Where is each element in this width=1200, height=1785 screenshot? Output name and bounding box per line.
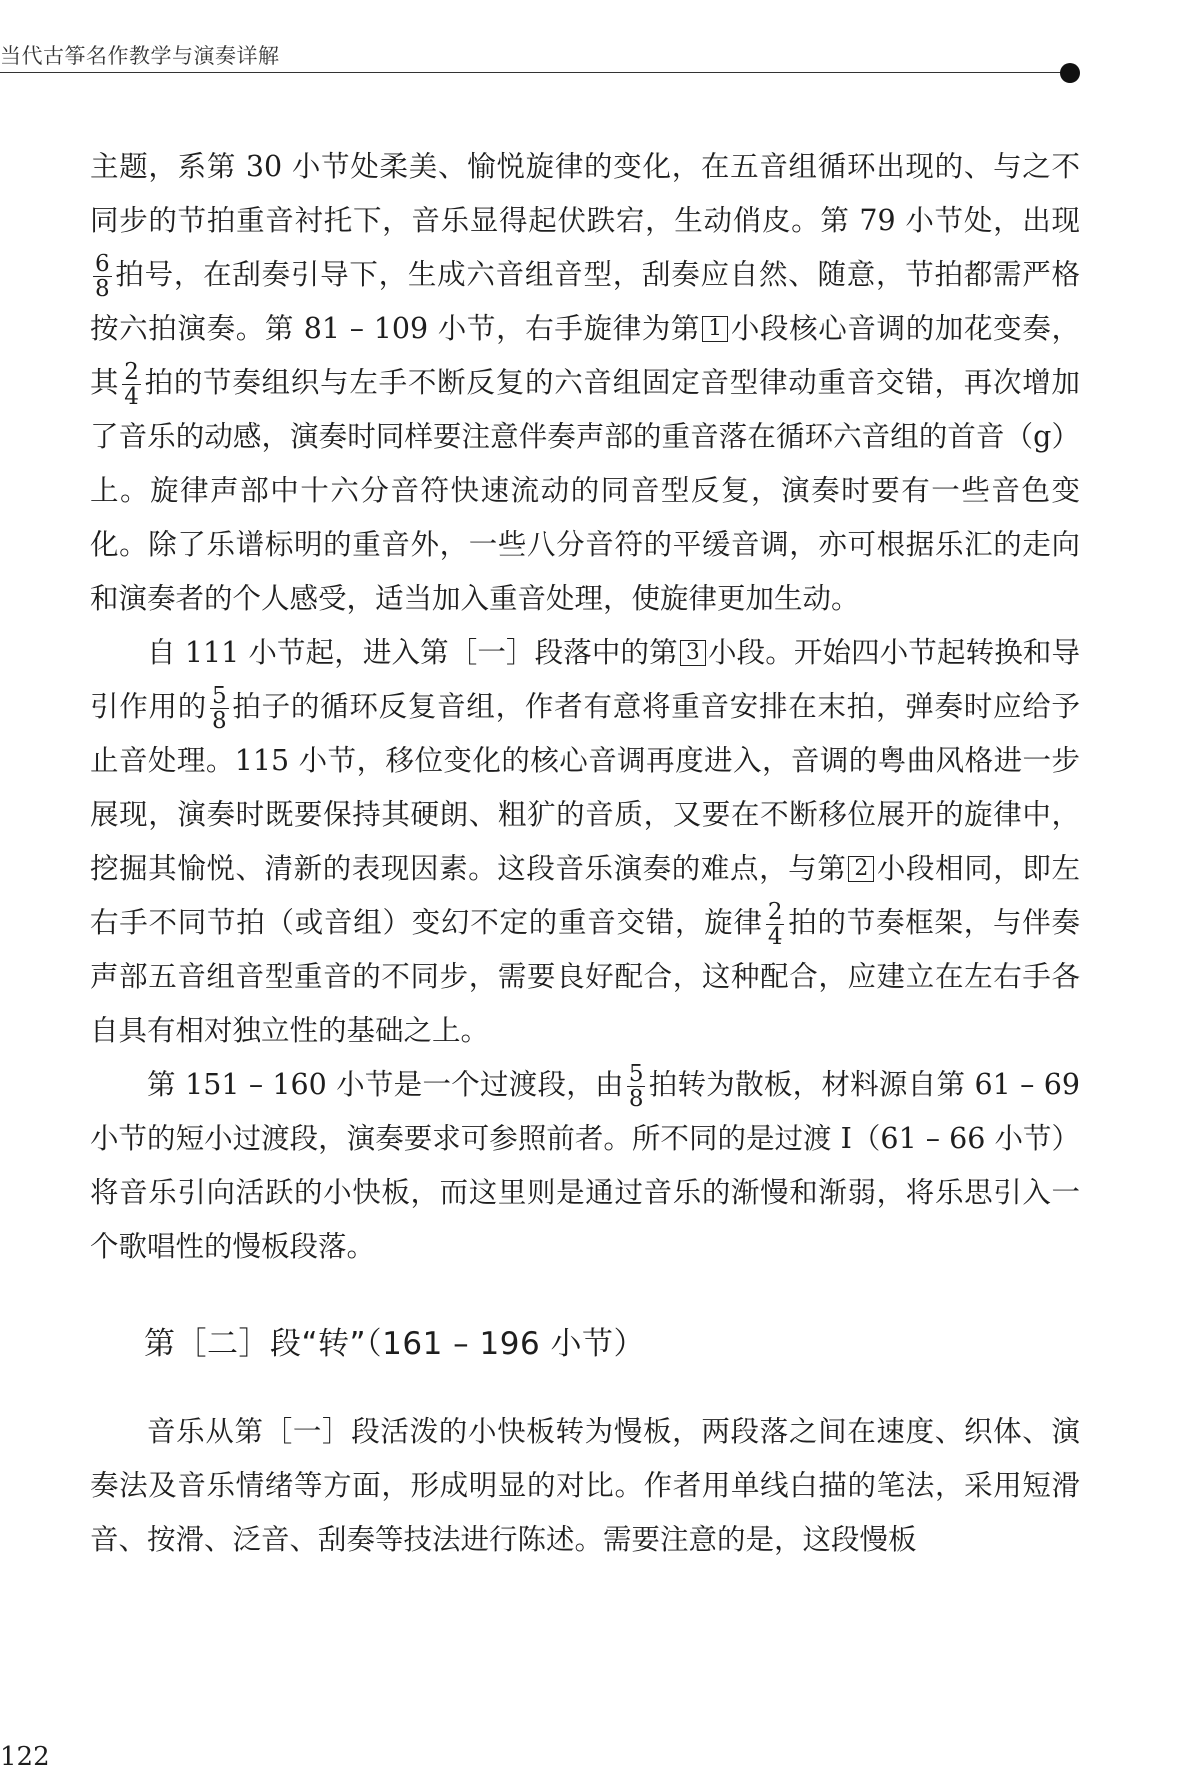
text-run: 第 151 – 160 小节是一个过渡段，由 [147, 1068, 624, 1101]
header-rule [0, 72, 1070, 73]
section-heading: 第［二］段“转”（161 – 196 小节） [144, 1326, 646, 1362]
fraction-denominator: 8 [628, 1086, 644, 1112]
time-signature [93, 252, 112, 301]
text-run: 拍的节奏组织与左手不断反复的六音组固定音型律动重音交错，再次增加了音乐的动感，演奏时同样要注意伴奏声部的重音落在循环六音组的首音（g）上。旋律声部中十六分音符快速流动的同音型反复，演奏时要有一些音色变化。除了乐谱标明的重音外，一些八分音符的平缓音调，亦可根据乐汇的走向和演奏者的个人感受，适当加入重音处理，使旋律更加生动。 [90, 366, 1080, 615]
page-number: 122 [0, 1742, 50, 1772]
fraction-numerator: 2 [767, 899, 783, 925]
text-run: 拍转为散板，材料源自第 61 – 69 小节的短小过渡段，演奏要求可参照前者。所不同的是过渡 I（61 – 66 小节）将音乐引向活跃的小快板，而这里则是通过音乐的渐慢和渐弱，将乐思引入一个歌唱性的慢板段落。 [90, 1068, 1080, 1263]
running-header [0, 28, 1200, 88]
fraction-denominator: 4 [124, 384, 139, 410]
boxed-section-number: 3 [680, 640, 706, 666]
fraction-denominator: 4 [767, 924, 783, 950]
time-signature [766, 900, 785, 949]
page-body [90, 140, 1080, 1567]
text-run: 拍的节奏框架，与伴奏声部五音组音型重音的不同步，需要良好配合，这种配合，应建立在左右手各自具有相对独立性的基础之上。 [90, 906, 1080, 1047]
time-signature [210, 684, 229, 733]
time-signature [627, 1062, 646, 1111]
text-run: 拍子的循环反复音组，作者有意将重音安排在末拍，弹奏时应给予止音处理。115 小节，移位变化的核心音调再度进入，音调的粤曲风格进一步展现，演奏时既要保持其硬朗、粗犷的音质，又要在不断移位展开的旋律中，挖掘其愉悦、清新的表现因素。这段音乐演奏的难点，与第 [90, 690, 1080, 885]
text-run: 小段相同，即左右手不同节拍（或音组）变幻不定的重音交错，旋律 [90, 852, 1080, 939]
fraction-numerator: 6 [95, 251, 110, 277]
text-run: 小段。开始四小节起转换和导引作用的 [90, 636, 1080, 723]
paragraph-4: 音乐从第［一］段活泼的小快板转为慢板，两段落之间在速度、织体、演奏法及音乐情绪等方面，形成明显的对比。作者用单线白描的笔法，采用短滑音、按滑、泛音、刮奏等技法进行陈述。需要注意的是，这段慢板 [90, 1415, 1080, 1556]
time-signature [122, 360, 141, 409]
fraction-numerator: 2 [124, 359, 139, 385]
paragraph-3 [90, 1058, 1080, 1274]
boxed-section-number: 1 [702, 316, 728, 342]
text-run: 自 111 小节起，进入第［一］段落中的第 [147, 636, 678, 669]
book-title: 当代古筝名作教学与演奏详解 [0, 44, 280, 68]
text-run: 拍号，在刮奏引导下，生成六音组音型，刮奏应自然、随意，节拍都需严格按六拍演奏。第 81 – 109 小节，右手旋律为第 [90, 258, 1080, 345]
paragraph-2 [90, 626, 1080, 1058]
paragraph-1 [90, 140, 1080, 626]
fraction-denominator: 8 [212, 708, 227, 734]
fraction-numerator: 5 [628, 1061, 644, 1087]
text-run: 主题，系第 30 小节处柔美、愉悦旋律的变化，在五音组循环出现的、与之不同步的节拍重音衬托下，音乐显得起伏跌宕，生动俏皮。第 79 小节处，出现 [90, 150, 1080, 237]
fraction-numerator: 5 [212, 683, 227, 709]
text-run: 小段核心音调的加花变奏，其 [90, 312, 1080, 399]
header-bullet-dot [1060, 63, 1080, 83]
fraction-denominator: 8 [95, 276, 110, 302]
boxed-section-number: 2 [848, 856, 874, 882]
